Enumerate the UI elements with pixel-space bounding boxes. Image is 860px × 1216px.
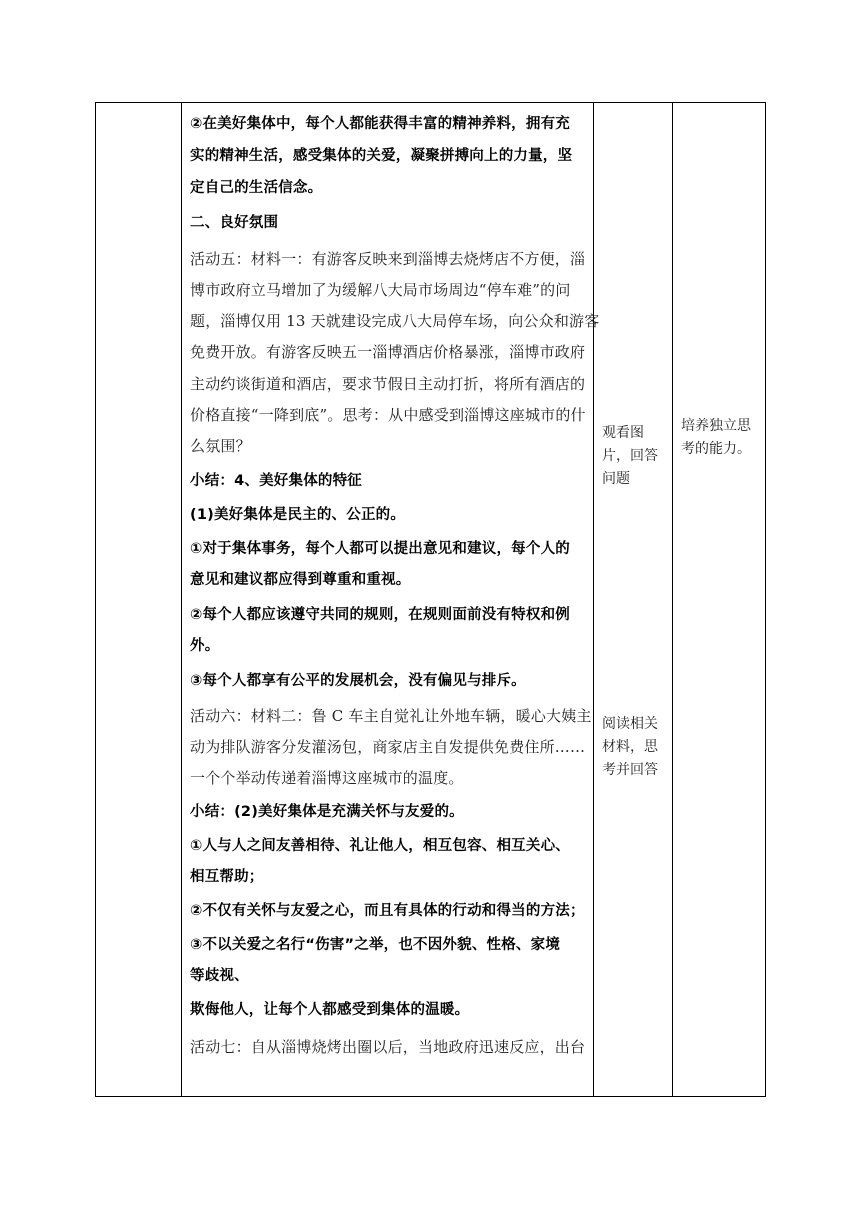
content-line: 等歧视、 <box>190 968 249 984</box>
content-line: ②在美好集体中，每个人都能获得丰富的精神养料，拥有充 <box>190 116 570 132</box>
content-line: 活动六：材料二：鲁 C 车主自觉礼让外地车辆，暖心大姨主 <box>190 707 592 725</box>
content-line: (1)美好集体是民主的、公正的。 <box>190 507 406 523</box>
content-line: 活动七：自从淄博烧烤出圈以后，当地政府迅速反应，出台 <box>190 1038 586 1056</box>
content-line: 么氛围？ <box>190 437 251 455</box>
teaching-content-column <box>182 103 600 1096</box>
content-line: 免费开放。有游客反映五一淄博酒店价格暴涨，淄博市政府 <box>190 343 586 361</box>
content-line: 相互帮助； <box>190 869 264 885</box>
content-line: 实的精神生活，感受集体的关爱，凝聚拼搏向上的力量，坚 <box>190 148 573 164</box>
content-line: 外。 <box>190 638 220 654</box>
content-line: 博市政府立马增加了为缓解八大局市场周边“停车难”的问 <box>190 281 571 299</box>
student-activity-2 <box>602 713 658 782</box>
student-activity-1-line: 观看图 <box>602 425 644 441</box>
content-line: 小结：(2)美好集体是充满关怀与友爱的。 <box>190 804 464 820</box>
content-line: 主动约谈街道和酒店，要求节假日主动打折，将所有酒店的 <box>190 375 586 393</box>
student-activity-2-line: 考并回答 <box>602 762 658 778</box>
student-activity-1-line: 片，回答 <box>602 448 658 464</box>
design-intent-line: 考的能力。 <box>681 441 751 457</box>
content-line: 欺侮他人，让每个人都感受到集体的温暖。 <box>190 1002 470 1018</box>
content-line: 一个个举动传递着淄博这座城市的温度。 <box>190 769 464 787</box>
content-line: 题，淄博仅用 13 天就建设完成八大局停车场，向公众和游客 <box>190 312 600 330</box>
column-divider-3 <box>672 103 673 1096</box>
content-line: 动为排队游客分发灌汤包，商家店主自发提供免费住所…… <box>190 738 586 756</box>
lesson-plan-table <box>95 102 766 1097</box>
content-line: 活动五：材料一：有游客反映来到淄博去烧烤店不方便，淄 <box>190 250 586 268</box>
content-line: ②不仅有关怀与友爱之心，而且有具体的行动和得当的方法； <box>190 903 585 919</box>
content-line: ③每个人都享有公平的发展机会，没有偏见与排斥。 <box>190 673 526 689</box>
design-intent <box>681 415 751 461</box>
student-activity-1-line: 问题 <box>602 471 630 487</box>
content-line: 定自己的生活信念。 <box>190 180 323 196</box>
student-activity-1 <box>602 422 658 491</box>
content-line: ①人与人之间友善相待、礼让他人，相互包容、相互关心、 <box>190 838 570 854</box>
content-line: 意见和建议都应得到尊重和重视。 <box>190 572 411 588</box>
student-activity-2-line: 材料，思 <box>602 739 658 755</box>
design-intent-line: 培养独立思 <box>681 418 751 434</box>
content-line: 价格直接“一降到底”。思考：从中感受到淄博这座城市的什 <box>190 406 586 424</box>
content-line: ②每个人都应该遵守共同的规则，在规则面前没有特权和例 <box>190 607 570 623</box>
content-line: ①对于集体事务，每个人都可以提出意见和建议，每个人的 <box>190 541 570 557</box>
content-line: 二、良好氛围 <box>190 215 279 231</box>
content-line: ③不以关爱之名行“伤害”之举，也不因外貌、性格、家境 <box>190 937 561 953</box>
student-activity-2-line: 阅读相关 <box>602 716 658 732</box>
content-line: 小结：4、美好集体的特征 <box>190 473 362 489</box>
